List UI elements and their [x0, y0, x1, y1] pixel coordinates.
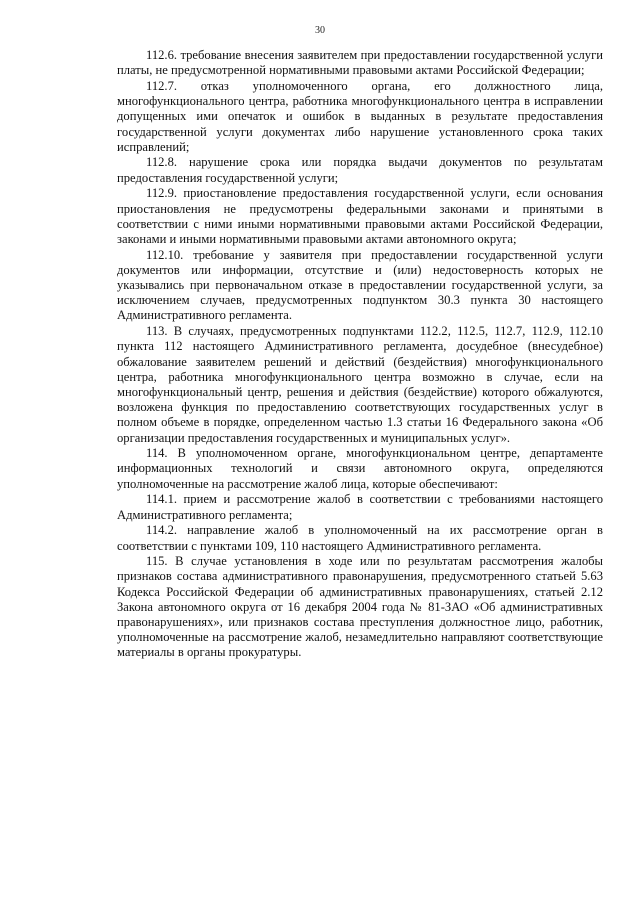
paragraph-112-9: 112.9. приостановление предоставления государственной услуги, если основания приостановления не предусмотрены федеральными законами и принятыми в соответствии с ними иными нормативными правовыми актами Российской Федерации, законами и иными нормативными правовыми актами автономного округа;	[117, 186, 603, 246]
document-body	[117, 48, 603, 661]
paragraph-112-6: 112.6. требование внесения заявителем при предоставлении государственной услуги платы, не предусмотренной нормативными правовыми актами Российской Федерации;	[117, 48, 603, 78]
paragraph-114-2: 114.2. направление жалоб в уполномоченный на их рассмотрение орган в соответствии с пунктами 109, 110 настоящего Административного регламента.	[117, 523, 603, 553]
page-number: 30	[315, 25, 325, 36]
paragraph-112-8: 112.8. нарушение срока или порядка выдачи документов по результатам предоставления государственной услуги;	[117, 155, 603, 185]
paragraph-113: 113. В случаях, предусмотренных подпунктами 112.2, 112.5, 112.7, 112.9, 112.10 пункта 112 настоящего Административного регламента, досудебное (внесудебное) обжалование заявителем решений и действий (бездействия) многофункционального центра, работника многофункционального центра возможно в случае, если на многофункциональный центр, решения и действия (бездействие) которого обжалуются, возложена функция по предоставлению соответствующих государственных услуг в полном объеме в порядке, определенном частью 1.3 статьи 16 Федерального закона «Об организации предоставления государственных и муниципальных услуг».	[117, 324, 603, 445]
paragraph-114-1: 114.1. прием и рассмотрение жалоб в соответствии с требованиями настоящего Административного регламента;	[117, 492, 603, 522]
paragraph-112-7: 112.7. отказ уполномоченного органа, его должностного лица, многофункционального центра, работника многофункционального центра в исправлении допущенных ими опечаток и ошибок в выданных в результате предоставления государственной услуги документах либо нарушение установленного срока таких исправлений;	[117, 78, 603, 154]
paragraph-112-10: 112.10. требование у заявителя при предоставлении государственной услуги документов или информации, отсутствие и (или) недостоверность которых не указывались при первоначальном отказе в предоставлении государственной услуги, за исключением случаев, предусмотренных подпунктом 30.3 пункта 30 настоящего Административного регламента.	[117, 247, 603, 323]
paragraph-114: 114. В уполномоченном органе, многофункциональном центре, департаменте информационных технологий и связи автономного округа, определяются уполномоченные на рассмотрение жалоб лица, которые обеспечивают:	[117, 446, 603, 491]
paragraph-115: 115. В случае установления в ходе или по результатам рассмотрения жалобы признаков состава административного правонарушения, предусмотренного статьей 5.63 Кодекса Российской Федерации об административных правонарушениях, статьей 2.12 Закона автономного округа от 16 декабря 2004 года № 81-ЗАО «Об административных правонарушениях», или признаков состава преступления должностное лицо, работник, уполномоченные на рассмотрение жалоб, незамедлительно направляют соответствующие материалы в органы прокуратуры.	[117, 554, 603, 660]
